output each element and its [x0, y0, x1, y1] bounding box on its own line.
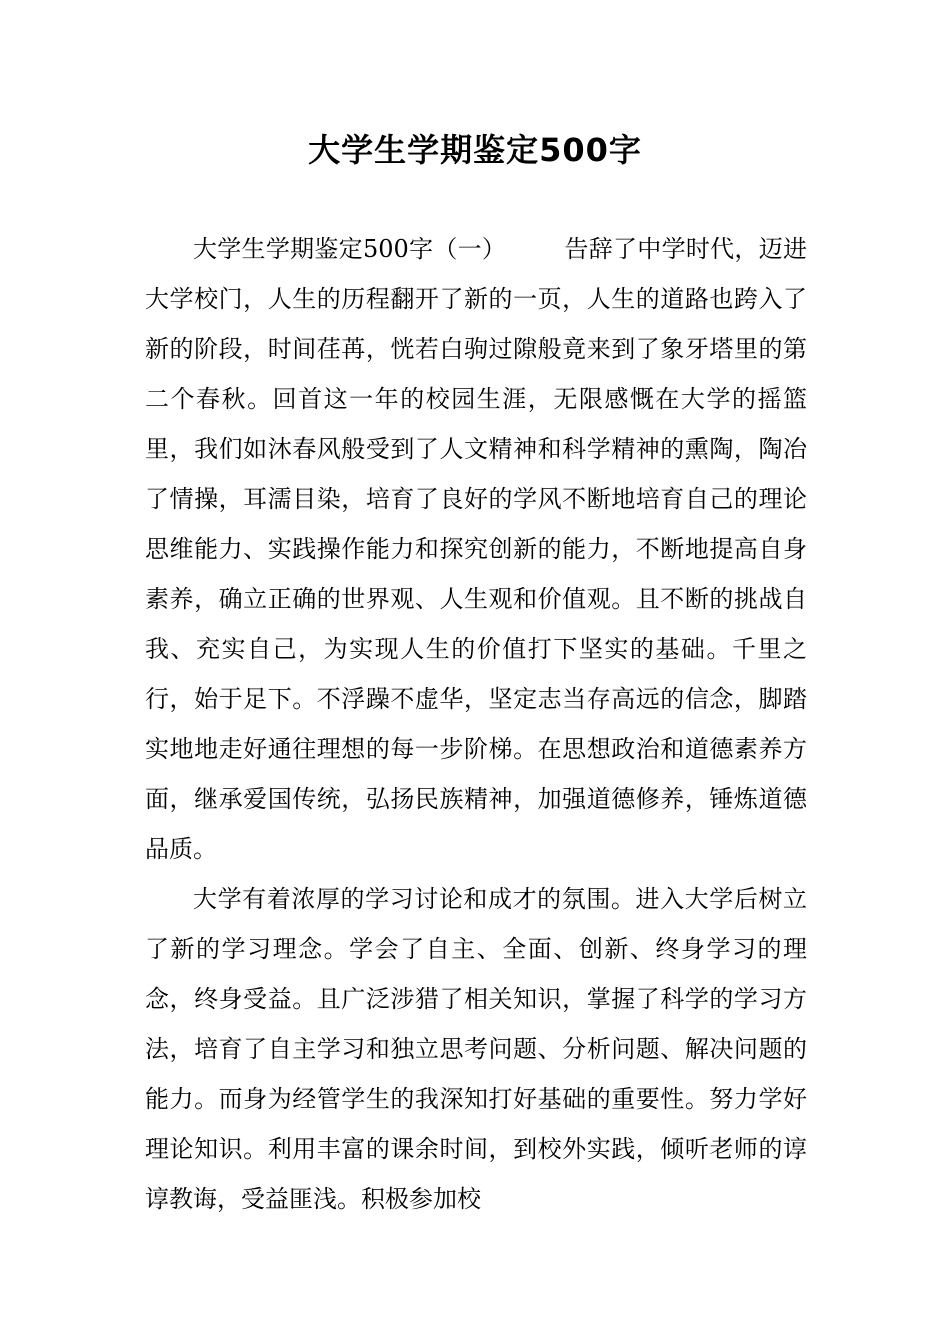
paragraph-text: 告辞了中学时代，迈进大学校门，人生的历程翻开了新的一页，人生的道路也跨入了新的阶段，时间荏苒，恍若白驹过隙般竟来到了象牙塔里的第二个春秋。回首这一年的校园生涯，无限感慨在大学的摇篮里，我们如沐春风般受到了人文精神和科学精神的熏陶，陶冶了情操，耳濡目染，培育了良好的学风不断地培育自己的理论思维能力、实践操作能力和探究创新的能力，不断地提高自身素养，确立正确的世界观、人生观和价值观。且不断的挑战自我、充实自己，为实现人生的价值打下坚实的基础。千里之行，始于足下。不浮躁不虚华，坚定志当存高远的信念，脚踏实地地走好通往理想的每一步阶梯。在思想政治和道德素养方面，继承爱国传统，弘扬民族精神，加强道德修养，锤炼道德品质。 [145, 235, 807, 863]
document-body [145, 224, 807, 1224]
document-title: 大学生学期鉴定500字 [308, 131, 642, 169]
paragraph-1 [145, 224, 807, 874]
section-heading: 大学生学期鉴定500字（一） [193, 235, 507, 263]
paragraph-text: 大学有着浓厚的学习讨论和成才的氛围。进入大学后树立了新的学习理念。学会了自主、全面、创新、终身学习的理念，终身受益。且广泛涉猎了相关知识，掌握了科学的学习方法，培育了自主学习和独立思考问题、分析问题、解决问题的能力。而身为经管学生的我深知打好基础的重要性。努力学好理论知识。利用丰富的课余时间，到校外实践，倾听老师的谆谆教诲，受益匪浅。积极参加校 [145, 885, 807, 1213]
paragraph-2 [145, 874, 807, 1224]
